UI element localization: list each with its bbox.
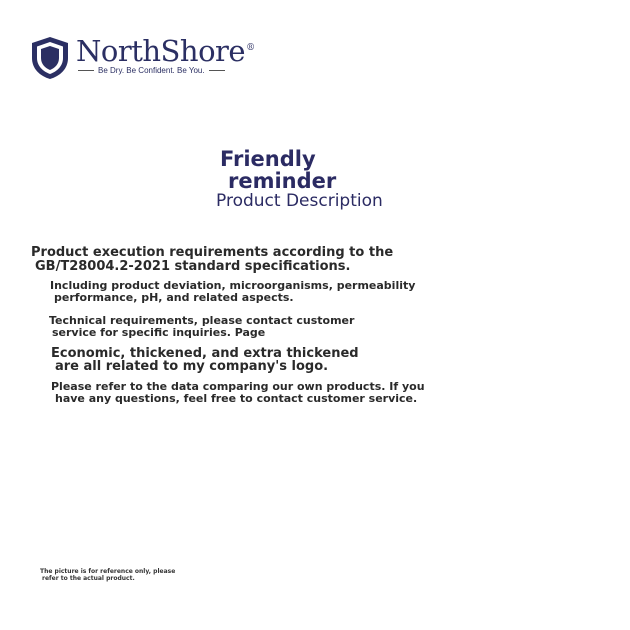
footnote-line: The picture is for reference only, please	[40, 568, 176, 575]
tagline-rule-left	[78, 70, 94, 71]
paragraph-thickness	[51, 347, 359, 373]
paragraph-line: Economic, thickened, and extra thickened	[51, 346, 359, 361]
paragraph-line: Including product deviation, microorganisms, permeability	[50, 279, 416, 292]
reference-footnote	[40, 568, 175, 582]
paragraph-line: service for specific inquiries. Page	[52, 326, 266, 339]
paragraph-line: Technical requirements, please contact customer	[49, 314, 355, 327]
paragraph-line: performance, pH, and related aspects.	[54, 291, 294, 304]
paragraph-line: GB/T28004.2-2021 standard specifications.	[35, 259, 351, 274]
brand-name-text: NorthShore	[76, 34, 246, 68]
paragraph-technical	[49, 315, 354, 339]
friendly-reminder-heading	[220, 148, 336, 192]
paragraph-aspects	[50, 280, 415, 304]
tagline-rule-right	[209, 70, 225, 71]
paragraph-line: have any questions, feel free to contact customer service.	[55, 392, 418, 405]
tagline: Be Dry. Be Confident. Be You.	[98, 66, 205, 75]
reminder-line-2: reminder	[228, 169, 337, 193]
brand-name	[76, 34, 255, 68]
tagline-row	[78, 66, 225, 75]
paragraph-line: are all related to my company's logo.	[55, 359, 329, 374]
shield-icon	[30, 36, 70, 80]
paragraph-compare	[51, 381, 425, 405]
footnote-line: refer to the actual product.	[42, 575, 135, 582]
registered-mark: ®	[246, 43, 255, 54]
brand-logo	[30, 34, 260, 84]
paragraph-line: Please refer to the data comparing our own products. If you	[51, 380, 425, 393]
paragraph-line: Product execution requirements according to the	[31, 245, 394, 260]
product-description-heading: Product Description	[216, 191, 383, 211]
paragraph-standard	[31, 246, 393, 274]
reminder-line-1: Friendly	[220, 147, 316, 171]
